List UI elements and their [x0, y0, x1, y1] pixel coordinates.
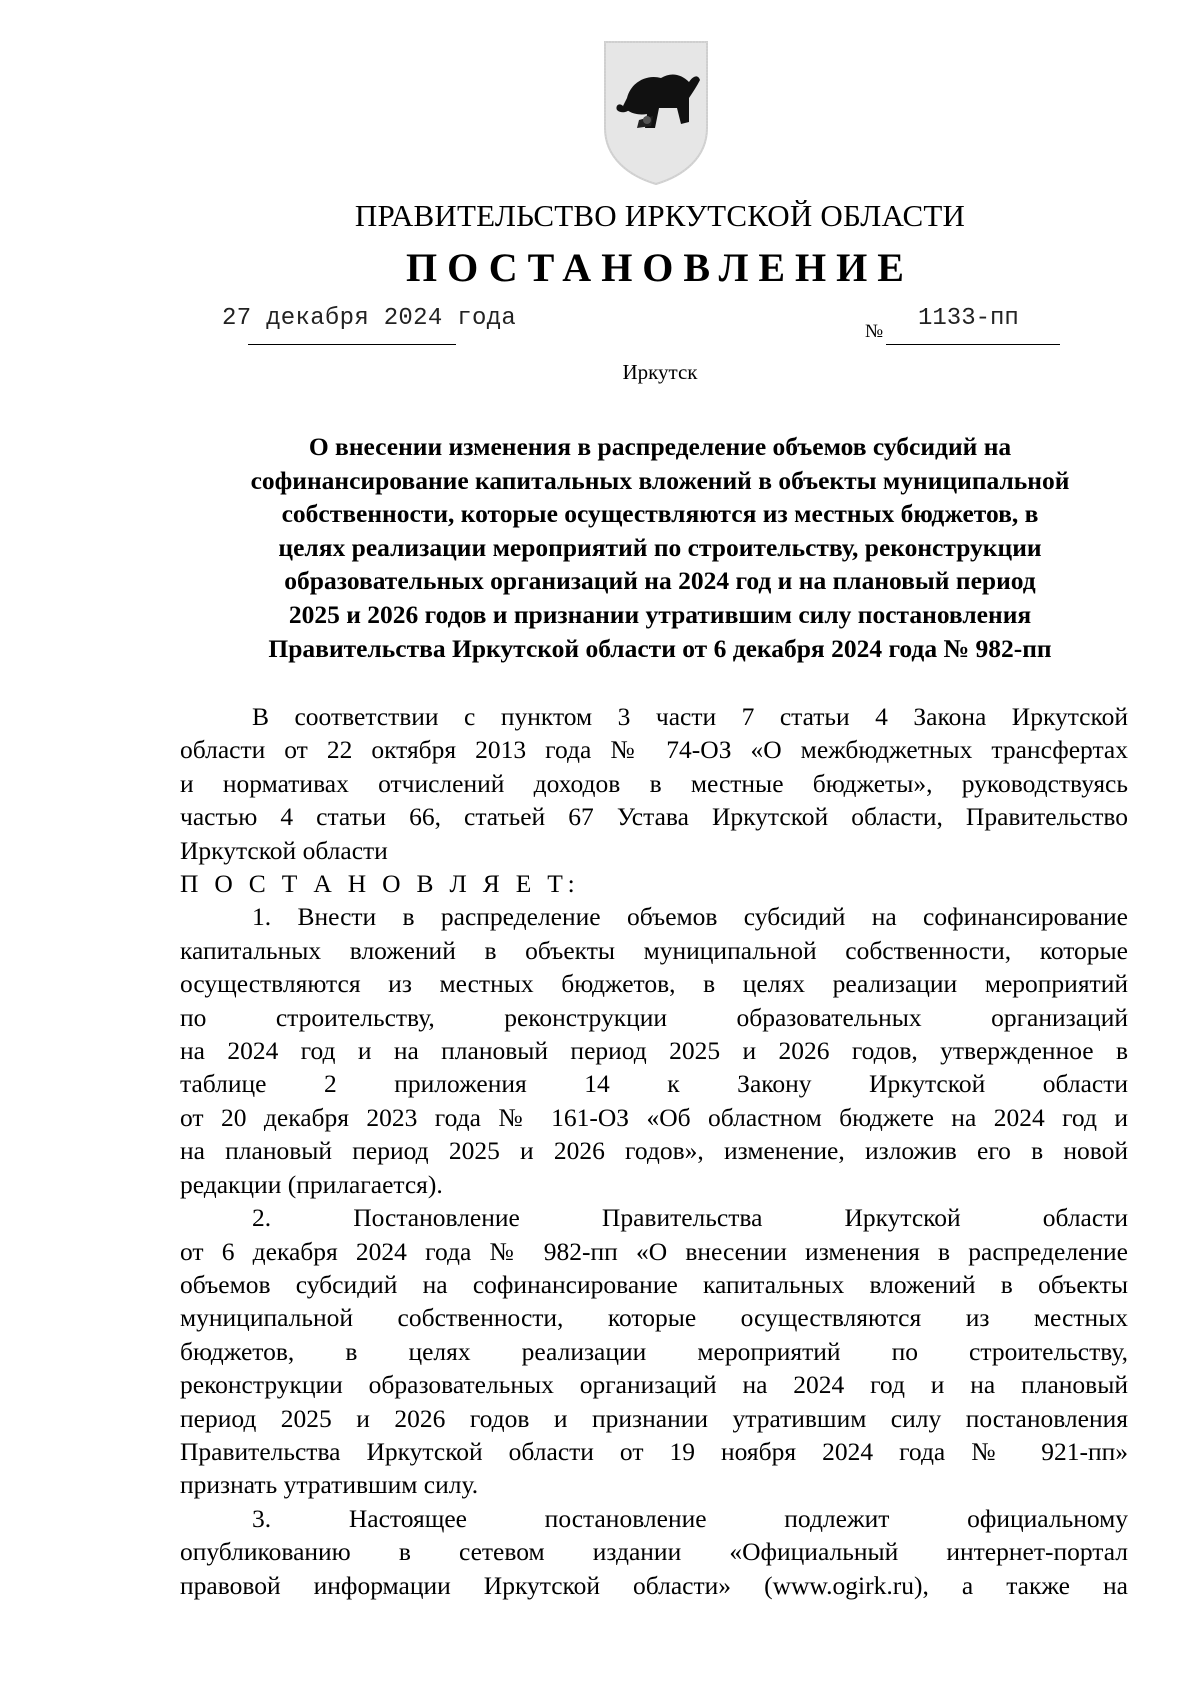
resolves-keyword: П О С Т А Н О В Л Я Е Т: [180, 869, 580, 899]
city-name: Иркутск [622, 360, 698, 384]
text-line: области от 22 октября 2013 года № 74-ОЗ «О межбюджетных трансфертах [180, 735, 1128, 765]
text-line: признать утратившим силу. [180, 1470, 479, 1500]
text-line: на плановый период 2025 и 2026 годов», изменение, изложив его в новой [180, 1136, 1128, 1166]
text-line: 3. Настоящее постановление подлежит официальному [252, 1503, 1128, 1533]
item-3-paragraph [180, 1502, 1128, 1602]
coat-of-arms-emblem [597, 36, 715, 186]
text-line: реконструкции образовательных организаций на 2024 год и на плановый [180, 1370, 1128, 1400]
document-heading [170, 430, 1150, 665]
text-line: таблице 2 приложения 14 к Закону Иркутской области [180, 1069, 1128, 1099]
heading-line: собственности, которые осуществляются из местных бюджетов, в [281, 499, 1039, 529]
text-line: Правительства Иркутской области от 19 ноября 2024 года № 921-пп» [180, 1436, 1128, 1466]
text-line: Иркутской области [180, 835, 388, 865]
text-line: частью 4 статьи 66, статьей 67 Устава Иркутской области, Правительство [180, 802, 1128, 832]
text-line: период 2025 и 2026 годов и признании утратившим силу постановления [180, 1403, 1128, 1433]
text-line: по строительству, реконструкции образовательных организаций [180, 1002, 1128, 1032]
text-line: В соответствии с пунктом 3 части 7 статьи 4 Закона Иркутской [252, 702, 1128, 731]
heading-line: Правительства Иркутской области от 6 декабря 2024 года № 982-пп [268, 633, 1052, 663]
date-field [222, 305, 516, 332]
date-underline [248, 344, 456, 345]
heading-line: 2025 и 2026 годов и признании утратившим силу постановления [288, 599, 1032, 629]
document-date: 27 декабря 2024 года [222, 305, 517, 332]
number-underline [886, 344, 1060, 345]
text-line: 1. Внести в распределение объемов субсидий на софинансирование [252, 902, 1128, 932]
text-line: от 6 декабря 2024 года № 982-пп «О внесении изменения в распределение [180, 1236, 1128, 1266]
heading-line: О внесении изменения в распределение объемов субсидий на [308, 432, 1012, 461]
item-2-paragraph [180, 1201, 1128, 1502]
document-body [180, 700, 1128, 1602]
text-line: редакции (прилагается). [180, 1169, 443, 1199]
text-line: на 2024 год и на плановый период 2025 и 2026 годов, утвержденное в [180, 1036, 1128, 1066]
text-line: капитальных вложений в объекты муниципальной собственности, которые [180, 935, 1128, 965]
heading-line: образовательных организаций на 2024 год и на плановый период [284, 566, 1036, 596]
text-line: и нормативах отчислений доходов в местные бюджеты», руководствуясь [180, 768, 1128, 798]
text-line: бюджетов, в целях реализации мероприятий по строительству, [180, 1336, 1128, 1366]
text-line: осуществляются из местных бюджетов, в целях реализации мероприятий [180, 969, 1128, 999]
text-line: объемов субсидий на софинансирование капитальных вложений в объекты [180, 1269, 1128, 1299]
document-type-title: ПОСТАНОВЛЕНИЕ [406, 245, 914, 290]
text-line: правовой информации Иркутской области» (www.ogirk.ru), а также на [180, 1570, 1128, 1600]
preamble-paragraph [180, 700, 1128, 867]
heading-line: софинансирование капитальных вложений в объекты муниципальной [250, 465, 1070, 495]
text-line: опубликованию в сетевом издании «Официальный интернет-портал [180, 1537, 1128, 1567]
text-line: муниципальной собственности, которые осуществляются из местных [180, 1303, 1128, 1333]
heading-line: целях реализации мероприятий по строительству, реконструкции [278, 532, 1042, 562]
text-line: от 20 декабря 2023 года № 161-ОЗ «Об областном бюджете на 2024 год и [180, 1102, 1128, 1132]
item-1-paragraph [180, 900, 1128, 1201]
document-number: 1133-пп [918, 305, 1019, 332]
government-name: ПРАВИТЕЛЬСТВО ИРКУТСКОЙ ОБЛАСТИ [354, 198, 966, 233]
text-line: 2. Постановление Правительства Иркутской области [252, 1203, 1128, 1233]
number-sign: № [865, 321, 884, 342]
